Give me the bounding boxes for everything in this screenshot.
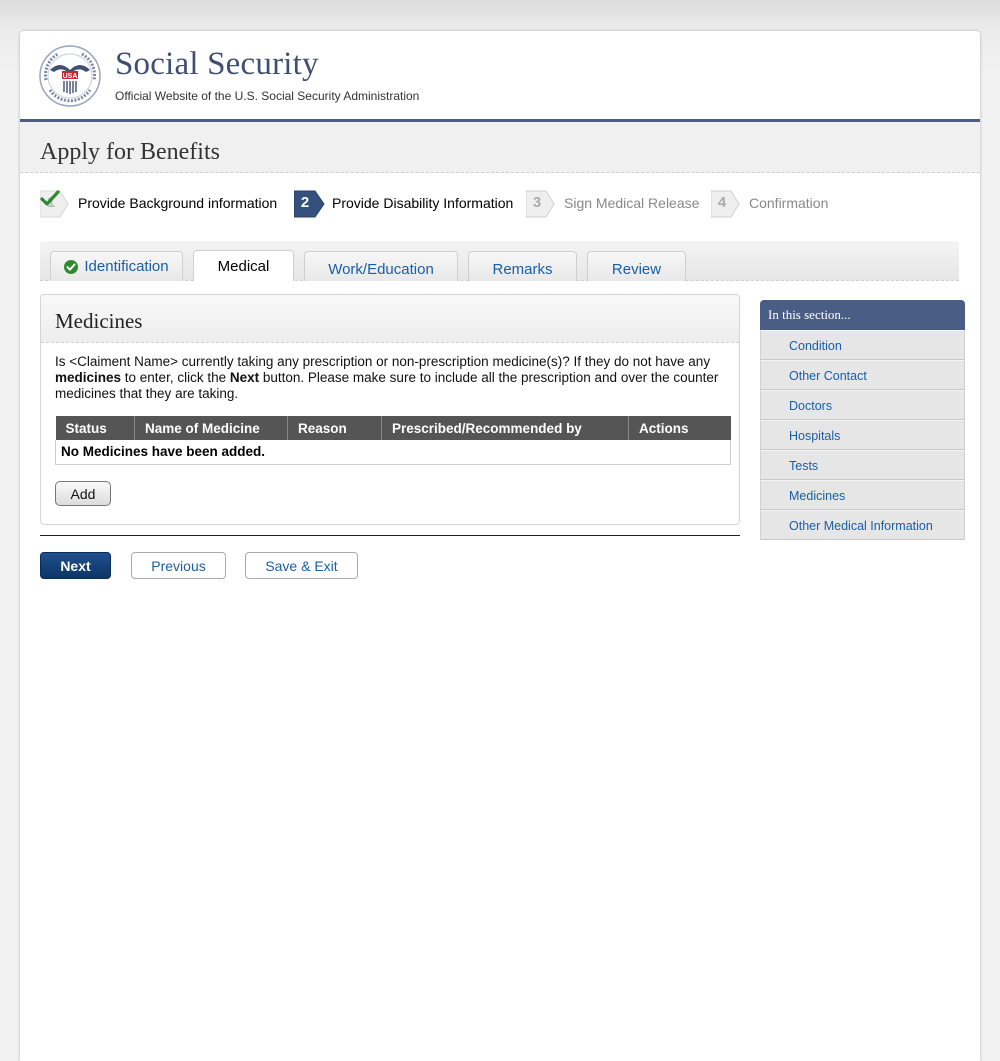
step-3-label: Sign Medical Release: [564, 195, 700, 211]
instructions-part-3: button. Please make sure to include all the prescription and over the counter medicines that they are taking.: [55, 370, 719, 401]
step-3-badge: [526, 190, 552, 216]
instructions-part-2: to enter, click the: [121, 370, 230, 385]
step-2-label: Provide Disability Information: [332, 195, 514, 211]
tab-work-education[interactable]: [304, 251, 458, 281]
progress-steps: [40, 188, 960, 218]
column-prescribed-by: Prescribed/Recommended by: [382, 416, 629, 440]
add-medicine-button[interactable]: Add: [55, 481, 111, 506]
page-container: [20, 31, 980, 1061]
tab-review[interactable]: [587, 251, 686, 281]
ssa-seal-logo[interactable]: [38, 44, 102, 108]
step-2-badge: [294, 190, 320, 216]
step-1-badge: [40, 190, 66, 216]
sidebar-item-other-medical-information[interactable]: Other Medical Information: [760, 510, 965, 540]
save-exit-button[interactable]: Save & Exit: [245, 552, 358, 579]
sidebar-item-medicines[interactable]: Medicines: [760, 480, 965, 510]
sidebar-item-other-contact[interactable]: Other Contact: [760, 360, 965, 390]
checkmark-icon: [40, 190, 60, 208]
panel-header: [41, 295, 739, 343]
sidebar-item-tests[interactable]: Tests: [760, 450, 965, 480]
tab-remarks-label: Remarks: [492, 261, 553, 278]
site-header: [20, 31, 980, 122]
step-3: [526, 188, 699, 218]
step-2: [294, 188, 513, 218]
table-header-row: [56, 416, 731, 440]
tab-identification[interactable]: [50, 251, 183, 281]
medicines-table: [55, 416, 731, 465]
sidebar-item-condition[interactable]: Condition: [760, 330, 965, 360]
section-sidebar: [760, 300, 965, 540]
seal-usa-text: USA: [62, 73, 78, 80]
sidebar-item-doctors[interactable]: Doctors: [760, 390, 965, 420]
step-2-number: 2: [300, 194, 310, 211]
site-title[interactable]: Social Security: [115, 46, 319, 82]
panel-title: Medicines: [55, 309, 143, 333]
medicines-panel: [40, 294, 740, 525]
step-4: [711, 188, 828, 218]
instructions-text: [55, 354, 735, 402]
instructions-part-1: Is <Claiment Name> currently taking any prescription or non-prescription medicine(s)? If they do not have any: [55, 354, 711, 369]
column-actions: Actions: [629, 416, 731, 440]
step-1: [40, 188, 277, 218]
table-row: [56, 440, 731, 464]
column-reason: Reason: [288, 416, 382, 440]
column-name-of-medicine: Name of Medicine: [135, 416, 288, 440]
previous-button[interactable]: Previous: [131, 552, 226, 579]
step-4-badge: [711, 190, 737, 216]
step-1-label: Provide Background information: [78, 195, 278, 211]
tab-medical[interactable]: [193, 250, 294, 281]
step-1-number: 1: [46, 194, 56, 211]
tab-review-label: Review: [611, 261, 662, 278]
apply-band: [20, 122, 980, 173]
next-button[interactable]: Next: [40, 552, 111, 579]
empty-table-message: No Medicines have been added.: [56, 440, 731, 464]
sidebar-heading: In this section...: [760, 300, 965, 330]
step-4-number: 4: [717, 194, 727, 211]
tab-identification-label: Identification: [84, 258, 169, 275]
tab-medical-label: Medical: [217, 257, 270, 275]
page-title: Apply for Benefits: [40, 139, 220, 165]
instructions-bold-medicines: medicines: [55, 370, 122, 385]
step-3-number: 3: [532, 194, 542, 211]
tab-remarks[interactable]: [468, 251, 577, 281]
instructions-bold-next: Next: [229, 370, 260, 385]
site-subtitle: Official Website of the U.S. Social Security Administration: [115, 89, 420, 103]
section-tabs: [40, 241, 959, 281]
sidebar-item-hospitals[interactable]: Hospitals: [760, 420, 965, 450]
divider: [40, 535, 740, 536]
column-status: Status: [56, 416, 135, 440]
step-4-label: Confirmation: [749, 195, 829, 211]
complete-check-icon: [64, 260, 78, 274]
tab-work-education-label: Work/Education: [328, 261, 434, 278]
